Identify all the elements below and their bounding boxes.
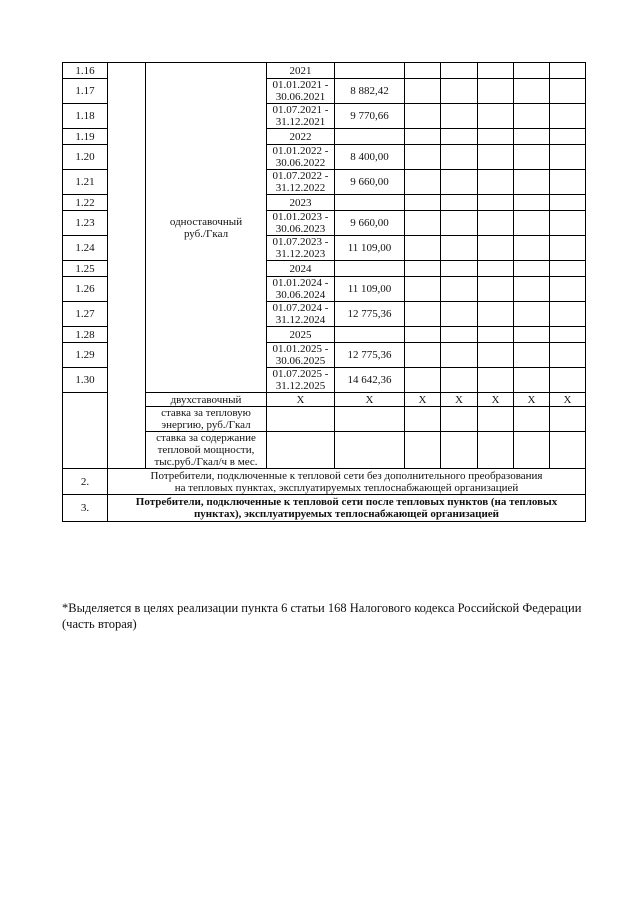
empty-cell xyxy=(514,195,550,211)
x-mark: X xyxy=(335,393,405,407)
empty-cell xyxy=(550,170,586,195)
empty-cell xyxy=(441,211,478,236)
section3-number: 3. xyxy=(63,495,108,522)
tariff-value: 9 660,00 xyxy=(335,170,405,195)
table-row xyxy=(63,63,586,79)
empty-cell xyxy=(405,170,441,195)
x-mark: X xyxy=(478,393,514,407)
footnote-line-2: (часть вторая) xyxy=(62,617,137,631)
empty-cell xyxy=(405,343,441,368)
empty-cell xyxy=(441,261,478,277)
empty-cell xyxy=(405,79,441,104)
tariff-value: 9 770,66 xyxy=(335,104,405,129)
empty-cell xyxy=(550,211,586,236)
empty-cell xyxy=(335,407,405,432)
period-line: 01.07.2023 - xyxy=(272,236,329,248)
empty-cell xyxy=(478,302,514,327)
empty-cell xyxy=(514,432,550,469)
row-number: 1.26 xyxy=(63,277,108,302)
empty-cell xyxy=(405,104,441,129)
period-cell xyxy=(267,145,335,170)
row-number: 1.22 xyxy=(63,195,108,211)
period-cell xyxy=(267,368,335,393)
empty-cell xyxy=(550,432,586,469)
section3-row xyxy=(63,495,586,522)
period-cell xyxy=(267,343,335,368)
group-column-cell xyxy=(108,63,146,469)
empty-cell xyxy=(441,407,478,432)
year-label: 2021 xyxy=(267,63,335,79)
energy-rate-label-line: энергию, руб./Гкал xyxy=(161,419,251,431)
empty-cell xyxy=(514,302,550,327)
empty-cell xyxy=(267,407,335,432)
period-cell xyxy=(267,236,335,261)
period-cell xyxy=(267,277,335,302)
section2-row xyxy=(63,469,586,495)
tariff-value: 8 400,00 xyxy=(335,145,405,170)
empty-cell xyxy=(335,432,405,469)
period-line: 30.06.2022 xyxy=(275,157,326,169)
empty-cell xyxy=(478,277,514,302)
empty-cell xyxy=(405,145,441,170)
period-line: 31.12.2024 xyxy=(275,314,326,326)
row-number: 1.20 xyxy=(63,145,108,170)
period-cell xyxy=(267,211,335,236)
section2-text-line: на тепловых пунктах, эксплуатируемых теплоснабжающей организацией xyxy=(174,481,519,494)
empty-cell xyxy=(550,277,586,302)
footnote xyxy=(62,600,602,632)
tariff-value xyxy=(335,327,405,343)
row-number: 1.23 xyxy=(63,211,108,236)
empty-cell xyxy=(441,343,478,368)
single-rate-label-line: руб./Гкал xyxy=(183,227,229,240)
empty-cell xyxy=(441,277,478,302)
empty-cell xyxy=(405,432,441,469)
two-rate-label: двухставочный xyxy=(146,393,267,407)
empty-cell xyxy=(405,368,441,393)
section3-text-line: Потребители, подключенные к тепловой сети после тепловых пунктов (на тепловых xyxy=(135,496,558,508)
empty-cell xyxy=(478,368,514,393)
period-line: 01.01.2023 - xyxy=(272,211,329,223)
period-line: 01.07.2025 - xyxy=(272,368,329,380)
tariff-value: 14 642,36 xyxy=(335,368,405,393)
empty-cell xyxy=(550,302,586,327)
period-line: 31.12.2025 xyxy=(275,380,326,392)
empty-cell xyxy=(441,79,478,104)
empty-cell xyxy=(405,129,441,145)
capacity-rate-label xyxy=(146,432,267,469)
empty-cell xyxy=(405,327,441,343)
row-number-empty xyxy=(63,393,108,469)
single-rate-label xyxy=(146,63,267,393)
tariff-value: 12 775,36 xyxy=(335,302,405,327)
empty-cell xyxy=(478,145,514,170)
period-line: 31.12.2022 xyxy=(275,182,326,194)
empty-cell xyxy=(441,327,478,343)
x-mark: X xyxy=(550,393,586,407)
empty-cell xyxy=(478,211,514,236)
empty-cell xyxy=(441,104,478,129)
row-number: 1.24 xyxy=(63,236,108,261)
period-line: 01.01.2021 - xyxy=(272,79,329,91)
empty-cell xyxy=(550,343,586,368)
x-mark: X xyxy=(267,393,335,407)
empty-cell xyxy=(550,145,586,170)
energy-rate-label-line: ставка за тепловую xyxy=(161,407,251,419)
empty-cell xyxy=(514,261,550,277)
x-mark: X xyxy=(514,393,550,407)
empty-cell xyxy=(514,170,550,195)
period-line: 01.01.2022 - xyxy=(272,145,329,157)
empty-cell xyxy=(550,104,586,129)
empty-cell xyxy=(514,327,550,343)
empty-cell xyxy=(550,236,586,261)
tariff-value: 9 660,00 xyxy=(335,211,405,236)
empty-cell xyxy=(478,432,514,469)
period-line: 30.06.2025 xyxy=(275,355,326,367)
empty-cell xyxy=(405,195,441,211)
row-number: 1.30 xyxy=(63,368,108,393)
empty-cell xyxy=(405,261,441,277)
empty-cell xyxy=(478,170,514,195)
period-line: 01.07.2022 - xyxy=(272,170,329,182)
empty-cell xyxy=(514,343,550,368)
empty-cell xyxy=(478,236,514,261)
empty-cell xyxy=(478,327,514,343)
tariff-value: 11 109,00 xyxy=(335,236,405,261)
capacity-rate-label-line: тыс.руб./Гкал/ч в мес. xyxy=(154,456,258,468)
empty-cell xyxy=(478,104,514,129)
row-number: 1.16 xyxy=(63,63,108,79)
row-number: 1.27 xyxy=(63,302,108,327)
energy-rate-label xyxy=(146,407,267,432)
section3-text xyxy=(108,495,586,522)
empty-cell xyxy=(478,343,514,368)
empty-cell xyxy=(514,277,550,302)
empty-cell xyxy=(550,195,586,211)
row-number: 1.28 xyxy=(63,327,108,343)
empty-cell xyxy=(405,236,441,261)
year-label: 2023 xyxy=(267,195,335,211)
empty-cell xyxy=(478,129,514,145)
empty-cell xyxy=(514,211,550,236)
tariff-value: 8 882,42 xyxy=(335,79,405,104)
empty-cell xyxy=(514,407,550,432)
empty-cell xyxy=(405,63,441,79)
empty-cell xyxy=(478,195,514,211)
capacity-rate-label-line: тепловой мощности, xyxy=(157,444,255,456)
empty-cell xyxy=(550,327,586,343)
empty-cell xyxy=(441,432,478,469)
period-line: 31.12.2023 xyxy=(275,248,326,260)
empty-cell xyxy=(478,79,514,104)
row-number: 1.17 xyxy=(63,79,108,104)
x-mark: X xyxy=(405,393,441,407)
section2-text-line: Потребители, подключенные к тепловой сети без дополнительного преобразования xyxy=(150,469,543,482)
period-line: 31.12.2021 xyxy=(275,116,326,128)
empty-cell xyxy=(405,211,441,236)
tariff-value xyxy=(335,129,405,145)
row-number: 1.18 xyxy=(63,104,108,129)
empty-cell xyxy=(405,277,441,302)
empty-cell xyxy=(550,129,586,145)
section2-text xyxy=(108,469,586,495)
period-line: 01.01.2025 - xyxy=(272,343,329,355)
tariff-value xyxy=(335,195,405,211)
empty-cell xyxy=(441,145,478,170)
empty-cell xyxy=(405,302,441,327)
section3-text-line: пунктах), эксплуатируемых теплоснабжающей организацией xyxy=(193,508,500,520)
empty-cell xyxy=(514,368,550,393)
empty-cell xyxy=(478,407,514,432)
row-number: 1.19 xyxy=(63,129,108,145)
empty-cell xyxy=(441,368,478,393)
year-label: 2022 xyxy=(267,129,335,145)
empty-cell xyxy=(514,79,550,104)
tariff-value: 11 109,00 xyxy=(335,277,405,302)
single-rate-label-line: одноставочный xyxy=(169,215,243,228)
empty-cell xyxy=(514,129,550,145)
empty-cell xyxy=(405,407,441,432)
empty-cell xyxy=(478,63,514,79)
period-cell xyxy=(267,104,335,129)
period-line: 30.06.2023 xyxy=(275,223,326,235)
capacity-rate-label-line: ставка за содержание xyxy=(156,432,256,444)
empty-cell xyxy=(550,79,586,104)
period-cell xyxy=(267,302,335,327)
empty-cell xyxy=(514,145,550,170)
period-line: 01.01.2024 - xyxy=(272,277,329,289)
x-mark: X xyxy=(441,393,478,407)
empty-cell xyxy=(441,129,478,145)
empty-cell xyxy=(550,261,586,277)
year-label: 2025 xyxy=(267,327,335,343)
empty-cell xyxy=(441,170,478,195)
empty-cell xyxy=(478,261,514,277)
empty-cell xyxy=(550,368,586,393)
empty-cell xyxy=(550,63,586,79)
tariff-value: 12 775,36 xyxy=(335,343,405,368)
section2-number: 2. xyxy=(63,469,108,495)
empty-cell xyxy=(441,236,478,261)
period-line: 30.06.2024 xyxy=(275,289,326,301)
period-line: 30.06.2021 xyxy=(275,91,326,103)
row-number: 1.21 xyxy=(63,170,108,195)
tariff-table xyxy=(62,62,586,522)
tariff-value xyxy=(335,261,405,277)
period-line: 01.07.2024 - xyxy=(272,302,329,314)
row-number: 1.29 xyxy=(63,343,108,368)
empty-cell xyxy=(550,407,586,432)
tariff-value xyxy=(335,63,405,79)
empty-cell xyxy=(514,104,550,129)
empty-cell xyxy=(441,195,478,211)
empty-cell xyxy=(514,236,550,261)
period-line: 01.07.2021 - xyxy=(272,104,329,116)
empty-cell xyxy=(267,432,335,469)
year-label: 2024 xyxy=(267,261,335,277)
row-number: 1.25 xyxy=(63,261,108,277)
empty-cell xyxy=(514,63,550,79)
period-cell xyxy=(267,79,335,104)
period-cell xyxy=(267,170,335,195)
footnote-line-1: *Выделяется в целях реализации пункта 6 статьи 168 Налогового кодекса Российской Федерации xyxy=(62,601,582,615)
empty-cell xyxy=(441,63,478,79)
empty-cell xyxy=(441,302,478,327)
